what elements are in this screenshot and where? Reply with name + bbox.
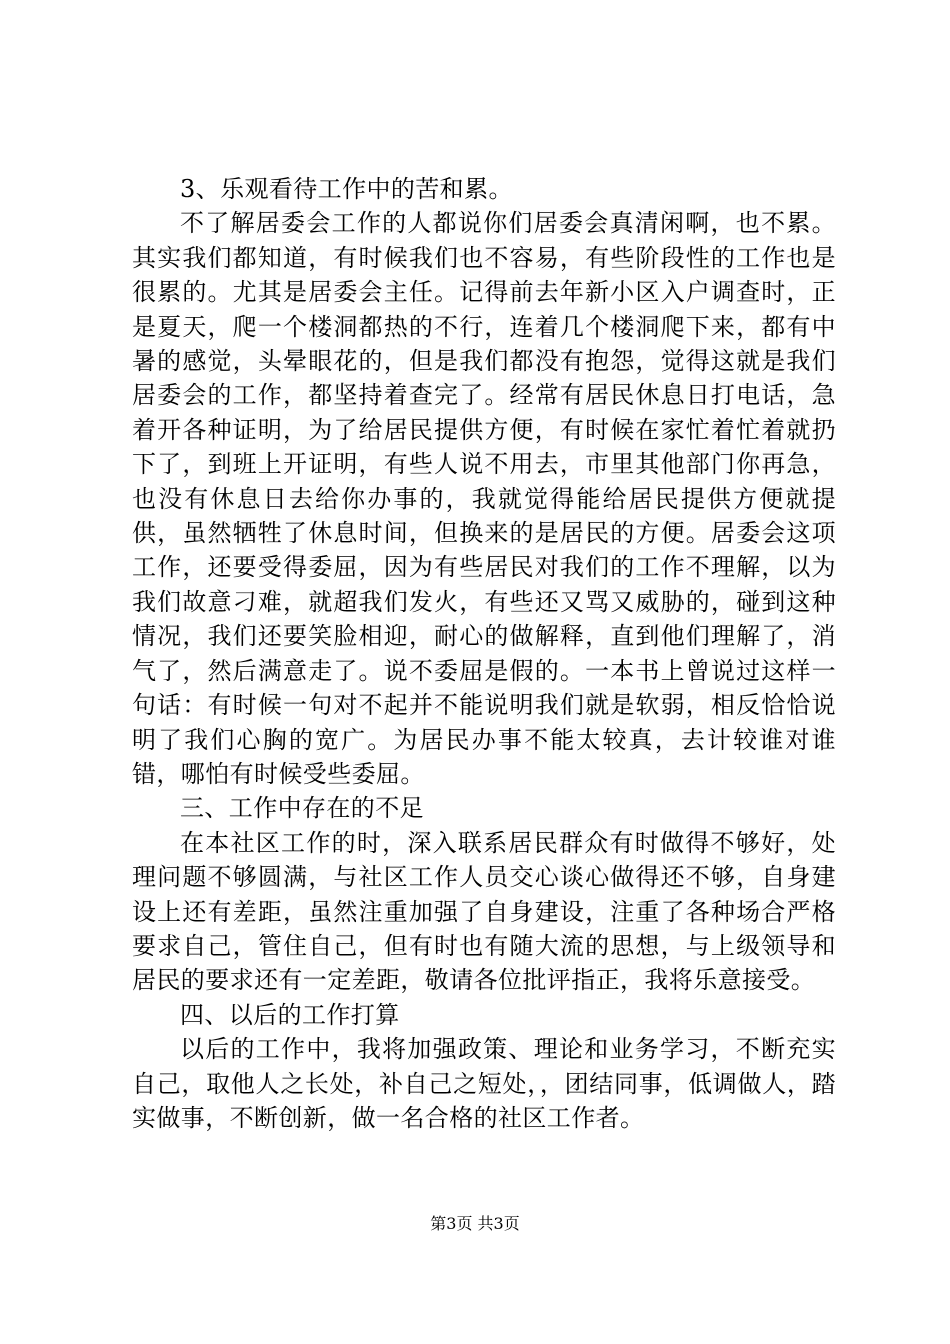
section-heading-shortcomings: 三、工作中存在的不足 <box>180 794 424 823</box>
document-body <box>132 172 836 1135</box>
paragraph-body: 以后的工作中，我将加强政策、理论和业务学习，不断充实自己，取他人之长处，补自己之短处，，团结同事，低调做人，踏实做事，不断创新，做一名合格的社区工作者。 <box>132 1035 836 1132</box>
paragraph-body: 在本社区工作的时，深入联系居民群众有时做得不够好，处理问题不够圆满，与社区工作人员交心谈心做得还不够，自身建设上还有差距，虽然注重加强了自身建设，注重了各种场合严格要求自己，管住自己，但有时也有随大流的思想，与上级领导和居民的要求还有一定差距，敬请各位批评指正，我将乐意接受。 <box>132 828 836 995</box>
paragraph-body: 不了解居委会工作的人都说你们居委会真清闲啊，也不累。其实我们都知道，有时候我们也不容易，有些阶段性的工作也是很累的。尤其是居委会主任。记得前去年新小区入户调查时，正是夏天，爬一个楼洞都热的不行，连着几个楼洞爬下来，都有中暑的感觉，头晕眼花的，但是我们都没有抱怨，觉得这就是我们居委会的工作，都坚持着查完了。经常有居民休息日打电话，急着开各种证明，为了给居民提供方便，有时候在家忙着忙着就扔下了，到班上开证明，有些人说不用去，市里其他部门你再急，也没有休息日去给你办事的，我就觉得能给居民提供方便就提供，虽然牺牲了休息时间，但换来的是居民的方便。居委会这项工作，还要受得委屈，因为有些居民对我们的工作不理解，以为我们故意刁难，就超我们发火，有些还又骂又威胁的，碰到这种情况，我们还要笑脸相迎，耐心的做解释，直到他们理解了，消气了，然后满意走了。说不委屈是假的。一本书上曾说过这样一句话：有时候一句对不起并不能说明我们就是软弱，相反恰恰说明了我们心胸的宽广。为居民办事不能太较真，去计较谁对谁错，哪怕有时候受些委屈。 <box>132 209 836 788</box>
paragraph-heading-3: 3、乐观看待工作中的苦和累。 <box>180 175 513 203</box>
section-heading-future-plans: 四、以后的工作打算 <box>180 1000 400 1029</box>
page-number-footer: 第3页 共3页 <box>430 1214 520 1233</box>
